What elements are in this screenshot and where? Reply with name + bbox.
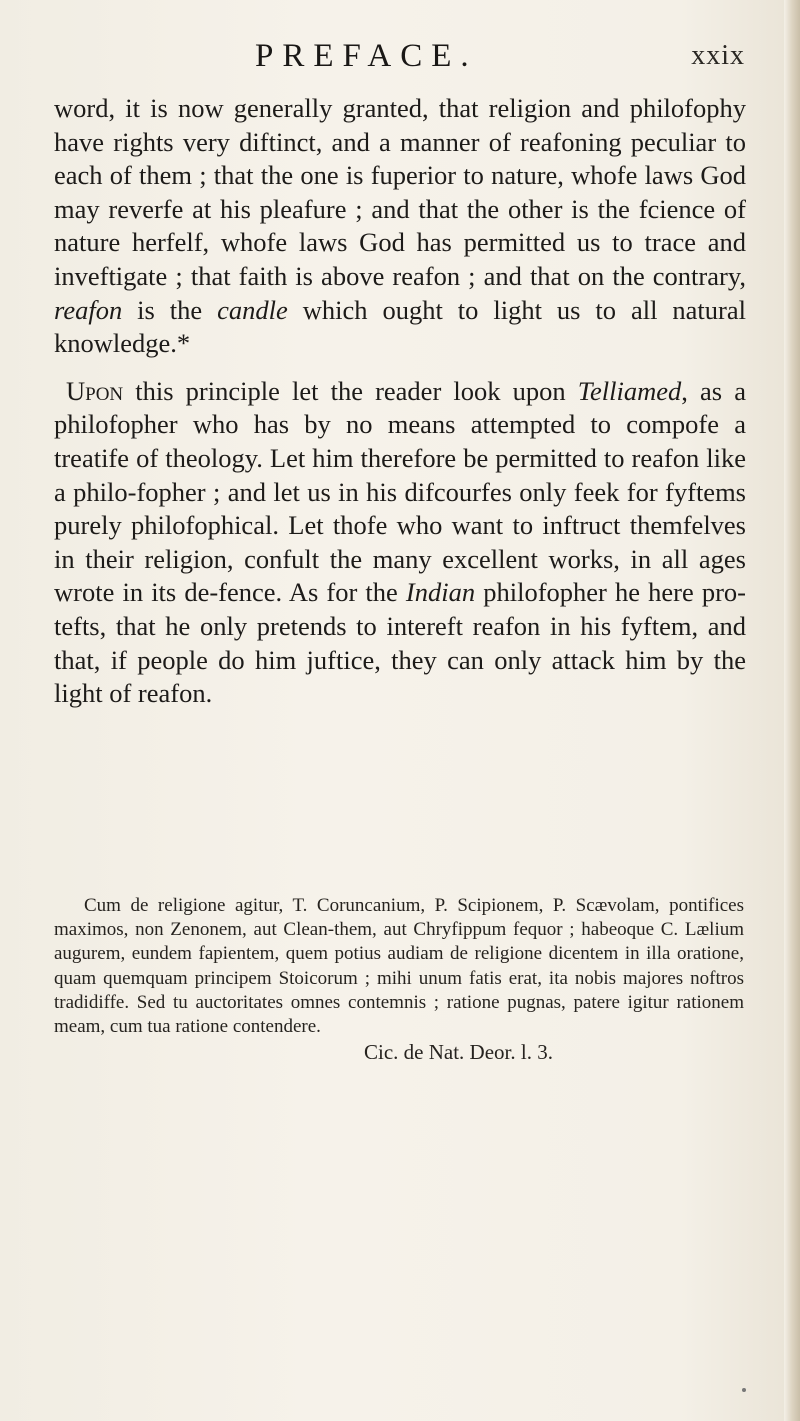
paragraph-2-emphasis-indian: Indian xyxy=(405,577,476,608)
paragraph-1-text: word, it is now generally granted, that religion and philofophy have rights very diftinct, and a manner of reafoning peculiar to each of them ; that the one is fuperior to nature, whofe laws God may reverfe at his pleafure ; and that the other is the fcience of nature herfelf, whofe laws God has permitted us to trace and inveftigate ; that faith is above reafon ; and that on the contrary, xyxy=(54,93,746,291)
page-number: xxix xyxy=(691,40,745,71)
paragraph-1-mid: is the xyxy=(122,294,218,325)
paragraph-2-opening-word: Upon xyxy=(66,375,124,406)
body-text xyxy=(54,92,746,711)
paragraph-2 xyxy=(54,375,746,711)
running-head: PREFACE. xyxy=(255,38,478,74)
paragraph-2-rest: , as a philofopher who has by no means attempted to compofe a treatife of theology. Let him therefore be permitted to reafon like a philo-fopher ; and let us in his difcourfes only feek for fyftems purely philofophical. Let thofe who want to inftruct themfelves in their religion, confult the many excellent works, in all ages wrote in its de-fence. As for the xyxy=(54,375,746,608)
footnote-citation: Cic. de Nat. Deor. l. 3. xyxy=(364,1040,553,1065)
paragraph-1-emphasis-reason: reafon xyxy=(54,294,123,325)
paragraph-1-end: which ought to light us to all natural knowledge.* xyxy=(54,294,746,359)
ink-speck xyxy=(742,1388,746,1392)
page-header xyxy=(255,38,745,88)
page-edge-shadow xyxy=(784,0,800,1421)
paragraph-1 xyxy=(54,92,746,361)
paragraph-2-emphasis-telliamed: Telliamed xyxy=(577,375,682,406)
paragraph-2-start: this principle let the reader look upon xyxy=(123,375,578,406)
paragraph-1-emphasis-candle: candle xyxy=(217,294,288,325)
footnote xyxy=(54,894,744,1065)
footnote-text: Cum de religione agitur, T. Coruncanium, P. Scipionem, P. Scævolam, pontifices maximos, non Zenonem, aut Clean-them, aut Chryfippum fequor ; habeoque C. Lælium augurem, eundem fapientem, quem potius audiam de religione dicentem in illa oratione, quam quemquam principem Stoicorum ; mihi unum fatis erat, ita nobis majores noftros tradidiffe. Sed tu auctoritates omnes contemnis ; ratione pugnas, patere igitur rationem meam, cum tua ratione contendere. xyxy=(54,895,744,1038)
paragraph-2-end: philofopher he here pro-tefts, that he only pretends to intereft reafon in his fyftem, and that, if people do him juftice, they can only attack him by the light of reafon. xyxy=(54,577,746,709)
